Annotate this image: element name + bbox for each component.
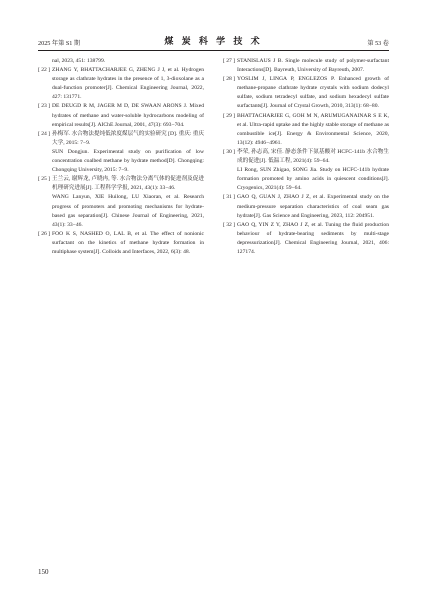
reference-column-left <box>38 57 204 257</box>
reference-item <box>223 166 389 193</box>
reference-column-right <box>223 57 389 257</box>
reference-item <box>223 75 389 111</box>
reference-item <box>223 112 389 148</box>
reference-item <box>38 148 204 175</box>
reference-item <box>223 221 389 257</box>
page-number: 150 <box>38 568 49 576</box>
reference-item <box>223 148 389 166</box>
reference-text: STANISLAUS J B. Single molecule study of polymer-surfactant Interactions[D]. Bayreuth, University of Bayreuth, 2007. <box>237 58 389 74</box>
reference-number: [ 29 ] <box>223 112 236 119</box>
reference-number: [ 24 ] <box>38 130 51 137</box>
reference-number: [ 28 ] <box>223 76 236 83</box>
running-header <box>38 32 389 50</box>
journal-title: 煤 炭 科 学 技 术 <box>164 36 263 46</box>
reference-number: [ 23 ] <box>38 103 51 110</box>
reference-item <box>38 130 204 148</box>
reference-number: [ 22 ] <box>38 67 51 74</box>
reference-text: SUN Dongjun. Experimental study on purification of low concentration coalbed methane by hydrate method[D]. Chongqing: Chongqing University, 2015: 7−9. <box>52 148 204 174</box>
issue-label: 2025 年第 S1 期 <box>38 40 81 47</box>
header-rule <box>38 50 389 51</box>
reference-text: WANG Lanyun, XIE Huilong, LU Xiaoran, et al. Research progress of promoters and promoting mechanisms for hydrate-based gas separation[J]. Chinese Journal of Engineering, 2021, 43(1): 33−46. <box>52 194 204 228</box>
reference-number: [ 27 ] <box>223 58 236 64</box>
reference-text: LI Rong, SUN Zhigao, SONG Jia. Study on HCFC-141b hydrate formation promoted by amino acids in quiescent conditions[J]. Cryogenics, 2021(4): 59−64. <box>237 167 389 192</box>
reference-item <box>38 57 204 66</box>
reference-item <box>38 193 204 229</box>
reference-text: nal, 2023, 451: 138799. <box>52 58 106 64</box>
reference-item <box>38 66 204 102</box>
reference-number: [ 32 ] <box>223 221 236 228</box>
reference-text: FOO K S, NASHED O, LAL B, et al. The effect of nonionic surfactant on the kinetics of methane hydrate formation in multiphase system[J]. Colloids and Interfaces, 2022, 6(3): 48. <box>52 230 204 255</box>
reference-text: ZHANG Y, BHATTACHARJEE G, ZHENG J J, et al. Hydrogen storage as clathrate hydrates in the presence of 1, 3-dioxolane as a dual-function promoter[J]. Chemical Engineering Journal, 2022, 427: 131771. <box>52 67 204 101</box>
reference-text: BHATTACHARJEE G, GOH M N, ARUMUGANAINAR S E K, et al. Ultra-rapid uptake and the highly stable storage of methane as combustible ice[J]. Energy & Environmental Science, 2020, 13(12): 4946−4961. <box>237 112 389 146</box>
reference-text: GAO Q, GUAN J, ZHAO J Z, et al. Experimental study on the medium-pressure separation characteristics of coal seam gas hydrate[J]. Gas Science and Engineering, 2023, 112: 204951. <box>237 194 389 219</box>
reference-text: GAO Q, YIN Z Y, ZHAO J Z, et al. Tuning the fluid production behaviour of hydrate-bearing sediments by multi-stage depressurization[J]. Chemical Engineering Journal, 2021, 406: 127174. <box>237 221 389 255</box>
reference-number: [ 26 ] <box>38 230 51 237</box>
reference-text: 孙梅军. 水合物法提纯低浓度煤层气的实验研究 [D]. 重庆: 重庆大学, 2015: 7−9. <box>52 130 204 146</box>
reference-number: [ 31 ] <box>223 194 236 201</box>
reference-text: DE DEUGD R M, JAGER M D, DE SWAAN ARONS J. Mixed hydrates of methane and water-soluble hydrocarbons modeling of empirical results[J]. AIChE Journal, 2001, 47(3): 693−704. <box>52 103 204 128</box>
reference-number: [ 30 ] <box>223 148 236 155</box>
volume-label: 第 53 卷 <box>367 40 389 47</box>
reference-item <box>223 57 389 75</box>
reference-item <box>38 102 204 129</box>
reference-number: [ 25 ] <box>38 176 51 183</box>
reference-text: 王兰云, 谢辉龙, 卢晓冉, 等. 水合物法分离气体的促进剂及促进机理研究进展[J]. 工程科学学报, 2021, 43(1): 33−46. <box>52 176 204 192</box>
reference-text: 李荣, 孙志高, 宋佳. 静态条件下氨基酸对 HCFC-141b 水合物生成的促进[J]. 低温工程, 2021(4): 59−64. <box>237 148 389 165</box>
reference-text: YOSLIM J, LINGA P, ENGLEZOS P. Enhanced growth of methane-propane clathrate hydrate crystals with sodium dodecyl sulfate, sodium tetradecyl sulfate, and sodium hexadecyl sulfate surfactants[J]. Journal of Crystal Growth, 2010, 313(1): 68−80. <box>237 76 389 110</box>
reference-item <box>38 175 204 193</box>
reference-item <box>223 193 389 220</box>
reference-item <box>38 230 204 257</box>
